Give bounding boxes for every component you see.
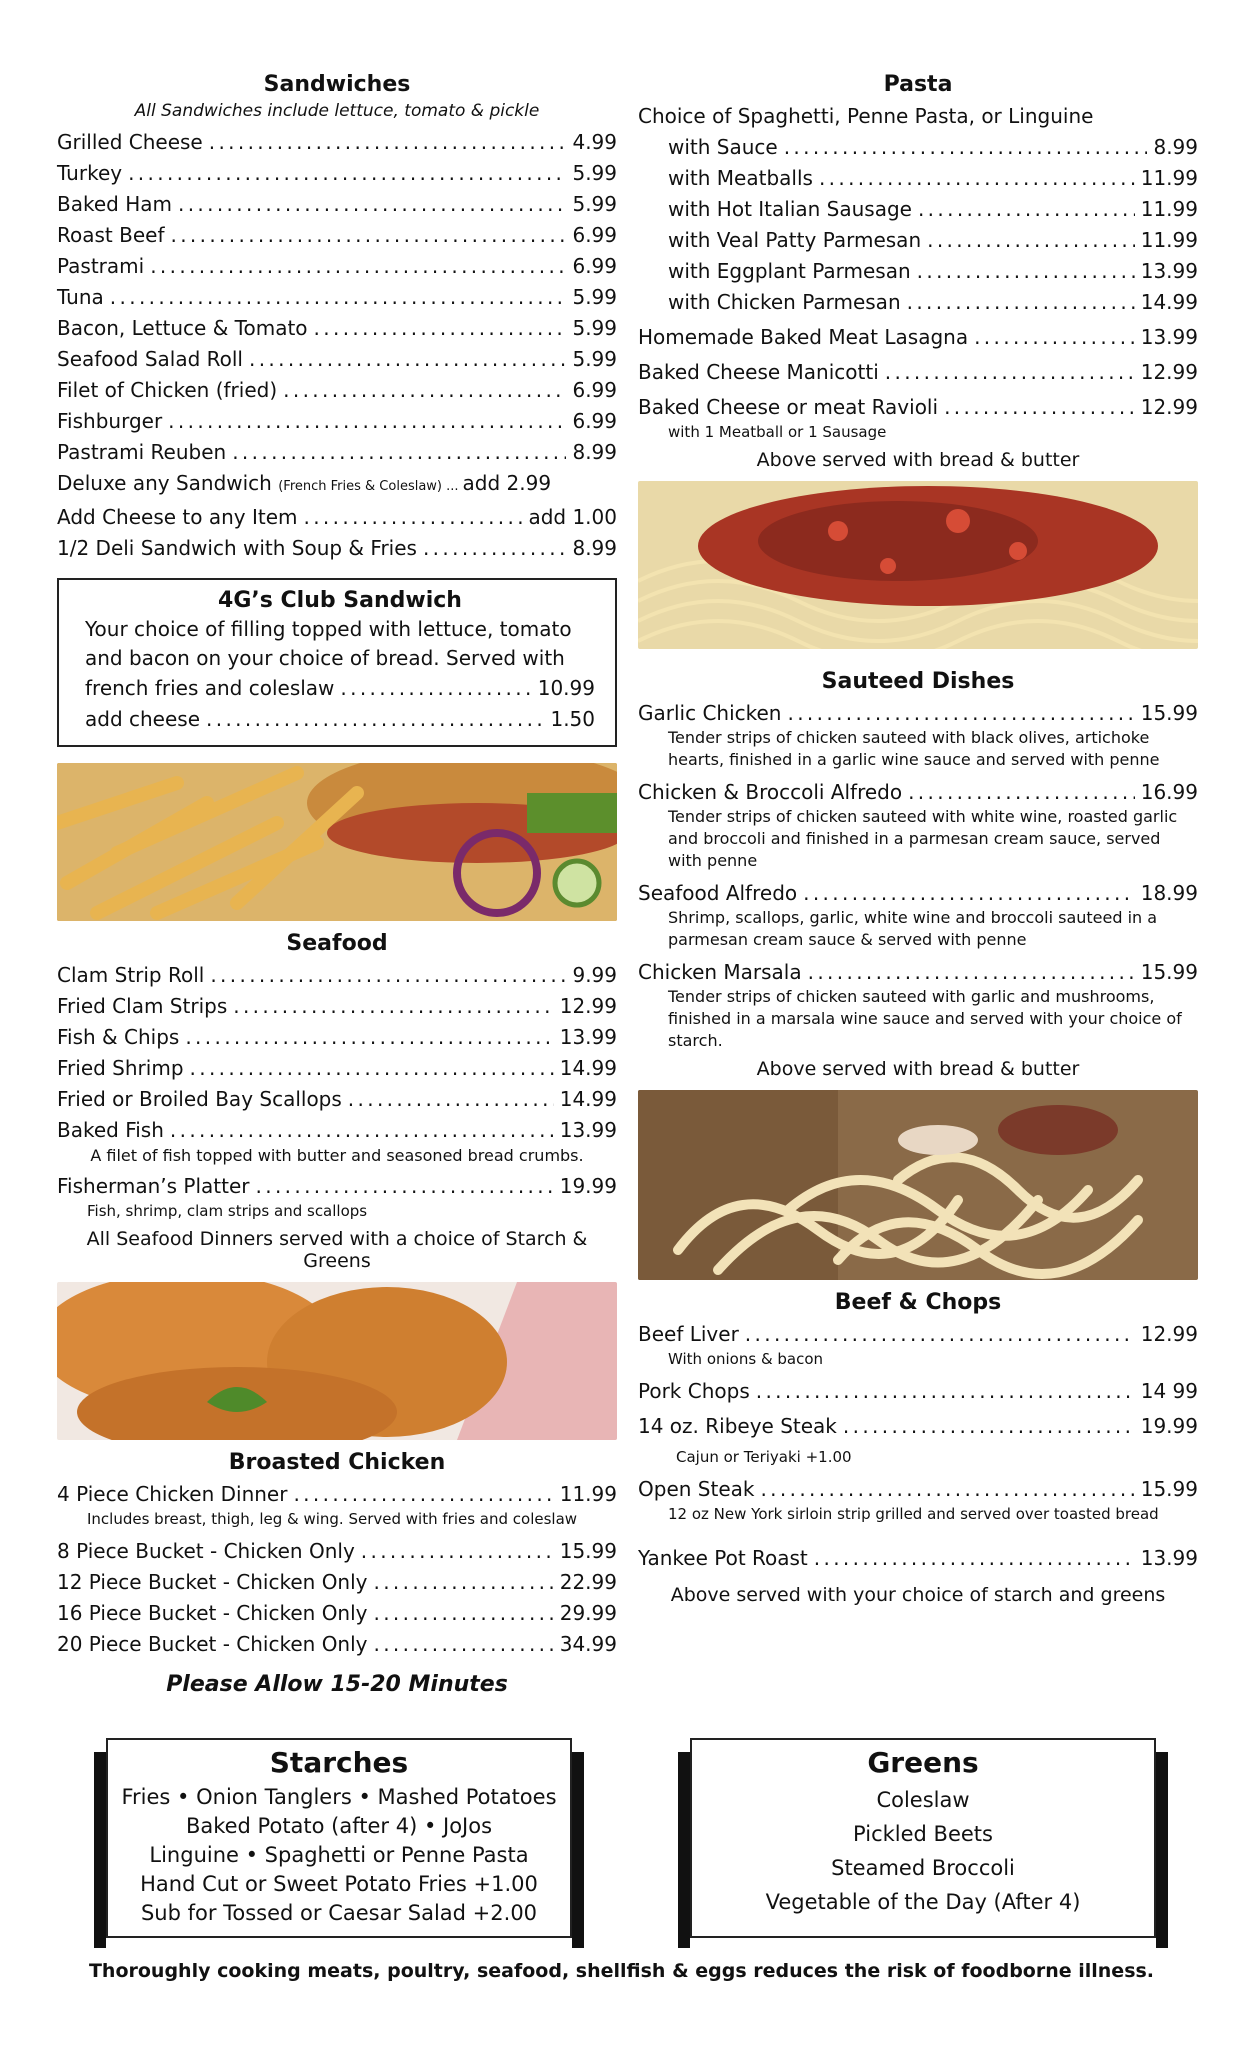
menu-item xyxy=(638,256,1198,287)
menu-item xyxy=(57,1479,617,1510)
item-name: Add Cheese to any Item xyxy=(57,505,298,529)
chicken-title: Broasted Chicken xyxy=(228,1450,446,1475)
menu-item xyxy=(57,468,617,502)
item-name: Pork Chops xyxy=(638,1379,750,1403)
item-price: 19.99 xyxy=(559,1174,617,1198)
right-column xyxy=(638,72,1198,1610)
item-name: 8 Piece Bucket - Chicken Only xyxy=(57,1539,355,1563)
item-price: 5.99 xyxy=(572,192,617,216)
item-price: 11.99 xyxy=(1140,228,1198,252)
starch-option: Hand Cut or Sweet Potato Fries +1.00 xyxy=(140,1872,538,1896)
chicken-section xyxy=(57,1450,617,1697)
left-column xyxy=(57,72,617,1697)
starches-title: Starches xyxy=(269,1746,409,1779)
menu-item xyxy=(85,673,595,704)
item-name: Pastrami Reuben xyxy=(57,440,227,464)
item-name: Fishburger xyxy=(57,409,163,433)
club-sandwich-box xyxy=(57,578,617,747)
pasta-section xyxy=(638,72,1198,471)
item-name: Chicken Marsala xyxy=(638,960,802,984)
item-description: with 1 Meatball or 1 Sausage xyxy=(668,423,887,441)
item-name: Baked Cheese Manicotti xyxy=(638,360,879,384)
item-description: Includes breast, thigh, leg & wing. Served with fries and coleslaw xyxy=(87,1510,578,1528)
item-price: 15.99 xyxy=(1140,1477,1198,1501)
item-price: 13.99 xyxy=(1140,259,1198,283)
item-name: with Veal Patty Parmesan xyxy=(668,228,922,252)
sandwich-fries-photo xyxy=(57,763,617,921)
item-price: 34.99 xyxy=(559,1632,617,1656)
menu-item xyxy=(638,1376,1198,1407)
item-price: 13.99 xyxy=(559,1118,617,1142)
spaghetti-photo xyxy=(638,481,1198,649)
menu-item xyxy=(57,127,617,158)
food-safety-footer: Thoroughly cooking meats, poultry, seafood, shellfish & eggs reduces the risk of foodborne illness. xyxy=(88,1960,1155,1982)
greens-option: Coleslaw xyxy=(876,1788,970,1812)
seafood-footer-note: All Seafood Dinners served with a choice of Starch & Greens xyxy=(86,1228,588,1272)
item-name: Garlic Chicken xyxy=(638,701,782,725)
menu-item xyxy=(57,251,617,282)
menu-item xyxy=(57,313,617,344)
sauteed-section xyxy=(638,669,1198,1080)
item-description: Shrimp, scallops, garlic, white wine and broccoli sauteed in a parmesan cream sauce & served with penne xyxy=(668,908,1158,949)
item-name: Fried or Broiled Bay Scallops xyxy=(57,1087,342,1111)
menu-item xyxy=(638,163,1198,194)
item-price: 13.99 xyxy=(559,1025,617,1049)
menu-item xyxy=(57,437,617,468)
item-name: 12 Piece Bucket - Chicken Only xyxy=(57,1570,368,1594)
menu-item xyxy=(638,1474,1198,1505)
item-price: 12.99 xyxy=(1140,360,1198,384)
item-price: 5.99 xyxy=(572,316,617,340)
item-price: 4.99 xyxy=(572,130,617,154)
menu-item xyxy=(638,1543,1198,1574)
item-price: 6.99 xyxy=(572,378,617,402)
seafood-section xyxy=(57,931,617,1272)
item-price: 6.99 xyxy=(572,409,617,433)
sauteed-title: Sauteed Dishes xyxy=(821,669,1015,694)
item-name: 4 Piece Chicken Dinner xyxy=(57,1482,288,1506)
item-name: 16 Piece Bucket - Chicken Only xyxy=(57,1601,368,1625)
item-name: add cheese xyxy=(85,707,201,731)
item-name: Fried Shrimp xyxy=(57,1056,184,1080)
item-price: 13.99 xyxy=(1140,325,1198,349)
item-name: Open Steak xyxy=(638,1477,755,1501)
item-name: Fish & Chips xyxy=(57,1025,180,1049)
item-description: A filet of fish topped with butter and seasoned bread crumbs. xyxy=(90,1146,584,1165)
item-price: 18.99 xyxy=(1140,881,1198,905)
menu-item xyxy=(638,194,1198,225)
item-name: Bacon, Lettuce & Tomato xyxy=(57,316,308,340)
menu-item xyxy=(57,189,617,220)
item-price: 8.99 xyxy=(572,440,617,464)
club-desc-line: Your choice of filling topped with lettuce, tomato xyxy=(85,617,572,641)
item-name: with Sauce xyxy=(668,135,778,159)
item-price: 11.99 xyxy=(1140,166,1198,190)
item-note: (French Fries & Coleslaw) ... xyxy=(278,479,459,494)
menu-item xyxy=(57,1598,617,1629)
item-description: With onions & bacon xyxy=(668,1350,824,1368)
item-name: 1/2 Deli Sandwich with Soup & Fries xyxy=(57,536,417,560)
menu-item xyxy=(57,344,617,375)
item-price: 14 99 xyxy=(1140,1379,1198,1403)
greens-option: Pickled Beets xyxy=(853,1822,993,1846)
menu-item xyxy=(638,957,1198,988)
beef-section xyxy=(638,1290,1198,1606)
menu-item xyxy=(57,960,617,991)
item-description: 12 oz New York sirloin strip grilled and served over toasted bread xyxy=(668,1505,1159,1523)
item-price: 6.99 xyxy=(572,254,617,278)
item-price: 22.99 xyxy=(559,1570,617,1594)
menu-item xyxy=(57,375,617,406)
menu-item xyxy=(638,1319,1198,1350)
item-name: Roast Beef xyxy=(57,223,165,247)
starch-option: Baked Potato (after 4) • JoJos xyxy=(185,1814,493,1838)
menu-item xyxy=(57,502,617,533)
menu-item xyxy=(57,991,617,1022)
menu-item xyxy=(57,1084,617,1115)
item-name: Fisherman’s Platter xyxy=(57,1174,250,1198)
item-price: 15.99 xyxy=(559,1539,617,1563)
pasta-intro xyxy=(638,101,1198,132)
beef-title: Beef & Chops xyxy=(834,1290,1002,1315)
item-price: 5.99 xyxy=(572,161,617,185)
club-title: 4G’s Club Sandwich xyxy=(218,588,462,613)
greens-box xyxy=(690,1738,1156,1938)
menu-item xyxy=(638,878,1198,909)
menu-item xyxy=(57,533,617,564)
pasta-title: Pasta xyxy=(883,72,953,97)
menu-item xyxy=(638,225,1198,256)
served-note: Above served with bread & butter xyxy=(756,1058,1080,1080)
item-price: 12.99 xyxy=(1140,1322,1198,1346)
menu-item xyxy=(638,392,1198,423)
item-name: with Hot Italian Sausage xyxy=(668,197,912,221)
menu-item xyxy=(638,287,1198,318)
item-name: Beef Liver xyxy=(638,1322,739,1346)
item-price: add 1.00 xyxy=(528,505,617,529)
item-price: 12.99 xyxy=(1140,395,1198,419)
greens-option: Vegetable of the Day (After 4) xyxy=(765,1890,1081,1914)
item-description: Fish, shrimp, clam strips and scallops xyxy=(87,1202,368,1220)
item-name: french fries and coleslaw xyxy=(85,676,335,700)
item-price: 6.99 xyxy=(572,223,617,247)
menu-item xyxy=(638,357,1198,388)
fettuccine-photo xyxy=(638,1090,1198,1280)
item-price: 5.99 xyxy=(572,285,617,309)
starch-option: Linguine • Spaghetti or Penne Pasta xyxy=(149,1843,529,1867)
item-price: add 2.99 xyxy=(462,471,552,495)
item-name: with Eggplant Parmesan xyxy=(668,259,911,283)
menu-item xyxy=(57,282,617,313)
item-price: 29.99 xyxy=(559,1601,617,1625)
menu-item xyxy=(85,704,595,735)
item-name: Clam Strip Roll xyxy=(57,963,205,987)
item-name: with Chicken Parmesan xyxy=(668,290,901,314)
item-name: Seafood Salad Roll xyxy=(57,347,243,371)
item-price: 5.99 xyxy=(572,347,617,371)
item-price: 11.99 xyxy=(559,1482,617,1506)
served-note: Above served with bread & butter xyxy=(756,449,1080,471)
starches-box xyxy=(106,1738,572,1938)
item-price: 11.99 xyxy=(1140,197,1198,221)
pasta-intro-text: Choice of Spaghetti, Penne Pasta, or Linguine xyxy=(638,104,1094,128)
fried-chicken-photo xyxy=(57,1282,617,1440)
item-price: 15.99 xyxy=(1140,701,1198,725)
greens-option: Steamed Broccoli xyxy=(831,1856,1015,1880)
menu-item xyxy=(638,777,1198,808)
item-price: 1.50 xyxy=(550,707,595,731)
item-name: Baked Ham xyxy=(57,192,172,216)
item-description: Tender strips of chicken sauteed with black olives, artichoke hearts, finished in a garlic wine sauce and served with penne xyxy=(668,728,1160,769)
item-price: 14.99 xyxy=(1140,290,1198,314)
wait-time-note: Please Allow 15-20 Minutes xyxy=(166,1672,508,1697)
item-name: Filet of Chicken (fried) xyxy=(57,378,278,402)
menu-item xyxy=(638,322,1198,353)
item-name: Pastrami xyxy=(57,254,145,278)
item-name: 20 Piece Bucket - Chicken Only xyxy=(57,1632,368,1656)
sandwiches-section xyxy=(57,72,617,564)
menu-item xyxy=(638,1411,1198,1442)
served-note: Above served with your choice of starch and greens xyxy=(670,1584,1166,1606)
item-price: 10.99 xyxy=(537,676,595,700)
item-name: Homemade Baked Meat Lasagna xyxy=(638,325,969,349)
menu-item xyxy=(57,1171,617,1202)
greens-title: Greens xyxy=(867,1746,979,1779)
item-name: Seafood Alfredo xyxy=(638,881,798,905)
menu-item xyxy=(57,1567,617,1598)
item-price: 12.99 xyxy=(559,994,617,1018)
item-name: Tuna xyxy=(57,285,104,309)
sandwiches-title: Sandwiches xyxy=(263,72,411,97)
item-description: Tender strips of chicken sauteed with garlic and mushrooms, finished in a marsala wine sauce and served with your choice of starch. xyxy=(668,987,1182,1050)
item-price: 16.99 xyxy=(1140,780,1198,804)
item-name: Grilled Cheese xyxy=(57,130,203,154)
menu-item xyxy=(57,1629,617,1660)
item-name: 14 oz. Ribeye Steak xyxy=(638,1414,837,1438)
item-price: 14.99 xyxy=(559,1087,617,1111)
item-price: 19.99 xyxy=(1140,1414,1198,1438)
item-name: Deluxe any Sandwich xyxy=(57,471,272,495)
menu-item xyxy=(638,132,1198,163)
item-name: Chicken & Broccoli Alfredo xyxy=(638,780,903,804)
menu-item xyxy=(57,1022,617,1053)
menu-item xyxy=(57,406,617,437)
item-price: 14.99 xyxy=(559,1056,617,1080)
item-price: 8.99 xyxy=(572,536,617,560)
starch-option: Sub for Tossed or Caesar Salad +2.00 xyxy=(140,1901,538,1925)
item-description: Cajun or Teriyaki +1.00 xyxy=(676,1448,852,1466)
item-price: 13.99 xyxy=(1140,1546,1198,1570)
item-name: Baked Fish xyxy=(57,1118,164,1142)
menu-item xyxy=(57,220,617,251)
menu-item xyxy=(57,158,617,189)
sandwiches-subtitle: All Sandwiches include lettuce, tomato & pickle xyxy=(134,101,540,121)
menu-item xyxy=(57,1536,617,1567)
seafood-title: Seafood xyxy=(286,931,388,956)
menu-item xyxy=(638,698,1198,729)
item-name: Fried Clam Strips xyxy=(57,994,228,1018)
item-price: 15.99 xyxy=(1140,960,1198,984)
item-name: Turkey xyxy=(57,161,123,185)
item-name: Baked Cheese or meat Ravioli xyxy=(638,395,939,419)
item-description: Tender strips of chicken sauteed with white wine, roasted garlic and broccoli and finished in a parmesan cream sauce, served with penne xyxy=(668,807,1178,870)
starch-option: Fries • Onion Tanglers • Mashed Potatoes xyxy=(121,1785,557,1809)
item-price: 8.99 xyxy=(1153,135,1198,159)
menu-item xyxy=(57,1053,617,1084)
item-name: with Meatballs xyxy=(668,166,813,190)
item-price: 9.99 xyxy=(572,963,617,987)
menu-item xyxy=(57,1115,617,1146)
club-desc-line: and bacon on your choice of bread. Served with xyxy=(85,646,565,670)
item-name: Yankee Pot Roast xyxy=(638,1546,808,1570)
